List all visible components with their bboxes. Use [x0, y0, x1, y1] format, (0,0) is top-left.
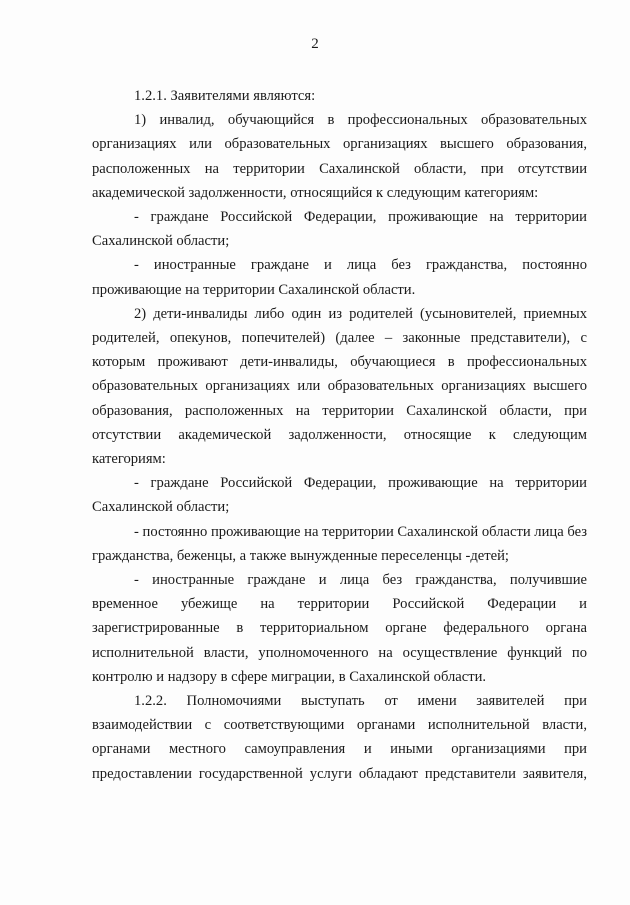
page-number: 2	[311, 36, 319, 52]
paragraph-1-2-1-heading: 1.2.1. Заявителями являются:	[134, 88, 316, 104]
paragraph-1-2-2: 1.2.2. Полномочиями выступать от имени заявителей при взаимодействии с соответствующими органами исполнительной власти, органами местного самоуправления и иными организациями при предоставлении государственной услуги обладают представители заявителя,	[92, 693, 587, 782]
paragraph-category-foreign-citizens: - иностранные граждане и лица без гражданства, постоянно проживающие на территории Сахалинской области.	[92, 257, 587, 298]
document-body	[92, 84, 587, 786]
paragraph-category-stateless-refugees: - постоянно проживающие на территории Сахалинской области лица без гражданства, беженцы, а также вынужденные переселенцы -детей;	[92, 523, 587, 564]
paragraph-category-temporary-asylum: - иностранные граждане и лица без гражданства, получившие временное убежище на территории Российской Федерации и зарегистрированные в территориальном органе федерального органа исполнительной власти, уполномоченного на осуществление функций по контролю и надзору в сфере миграции, в Сахалинской области.	[92, 572, 587, 685]
paragraph-item-2: 2) дети-инвалиды либо один из родителей (усыновителей, приемных родителей, опекунов, попечителей) (далее – законные представители), с которым проживают дети-инвалиды, обучающиеся в профессиональных образовательных организациях или образовательных организациях высшего образования, расположенных на территории Сахалинской области, при отсутствии академической задолженности, относящие к следующим категориям:	[92, 305, 587, 468]
paragraph-category-russian-citizens: - граждане Российской Федерации, проживающие на территории Сахалинской области;	[92, 209, 587, 250]
paragraph-category-russian-citizens-2: - граждане Российской Федерации, проживающие на территории Сахалинской области;	[92, 475, 587, 516]
paragraph-item-1: 1) инвалид, обучающийся в профессиональных образовательных организациях или образовательных организациях высшего образования, расположенных на территории Сахалинской области, при отсутствии академической задолженности, относящийся к следующим категориям:	[92, 112, 587, 201]
